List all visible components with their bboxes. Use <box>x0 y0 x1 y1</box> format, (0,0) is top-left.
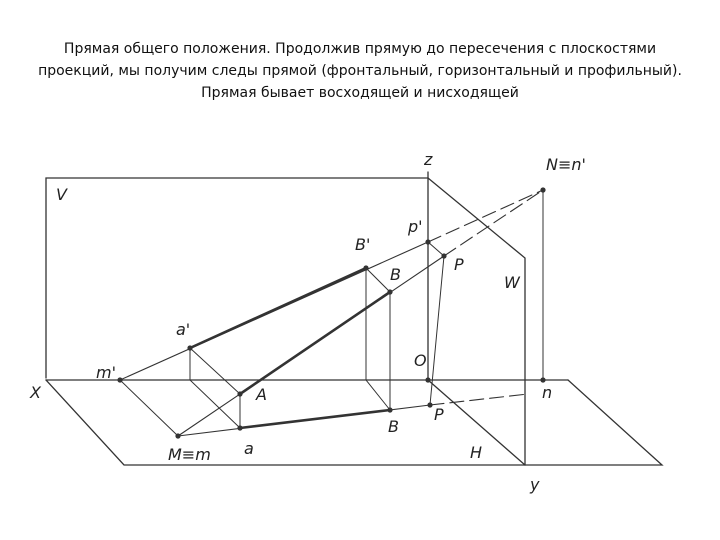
label-n: n <box>542 383 553 402</box>
space-line-bold <box>240 292 390 394</box>
label-point-a: A <box>256 385 267 404</box>
point-m <box>175 433 180 438</box>
label-n-prime: N≡n' <box>546 155 586 174</box>
point-p-prime <box>425 239 430 244</box>
label-m-prime: m' <box>96 363 116 382</box>
label-point-p: P <box>454 255 464 274</box>
label-w: W <box>504 273 520 292</box>
connector-b-x-b <box>366 380 390 410</box>
label-p-prime: p' <box>408 217 423 236</box>
connector-b-prime-b-upper <box>366 268 390 292</box>
frontal-projection-extension <box>428 190 543 242</box>
label-o: O <box>414 351 427 370</box>
label-z: z <box>424 150 433 169</box>
point-m-prime <box>117 377 122 382</box>
point-n <box>540 377 545 382</box>
point-a-horizontal <box>237 425 242 430</box>
label-b-horizontal: B <box>388 417 399 436</box>
label-m: M≡m <box>168 445 211 464</box>
connector-p-prime-p <box>428 242 444 256</box>
label-y: y <box>530 475 540 494</box>
point-b-horizontal <box>387 407 392 412</box>
connector-m-prime-m <box>120 380 178 436</box>
label-point-b: B <box>390 265 401 284</box>
point-p-horizontal <box>427 402 432 407</box>
label-h: H <box>470 443 483 462</box>
label-v: V <box>56 185 67 204</box>
horizontal-projection-bold <box>240 410 390 428</box>
points <box>117 187 545 438</box>
label-a-prime: a' <box>176 320 191 339</box>
connector-p-p-small <box>430 256 444 405</box>
label-p-horizontal: P <box>434 405 444 424</box>
label-x: X <box>30 383 41 402</box>
point-a-prime <box>187 345 192 350</box>
labels <box>29 150 586 494</box>
point-a-space <box>237 391 242 396</box>
point-b-prime <box>363 265 368 270</box>
point-p-space <box>441 253 446 258</box>
frontal-projection-bold <box>190 268 366 348</box>
space-line-extension <box>444 190 543 256</box>
label-b-prime: B' <box>355 235 371 254</box>
frontal-plane-outline <box>46 178 428 378</box>
slide-caption: Прямая общего положения. Продолжив прямую до пересечения с плоскостями проекций, мы получим следы прямой (фронтальный, горизонтальный и профильный). Прямая бывает восходящей и нисходящей <box>38 41 682 101</box>
label-a-horizontal: a <box>244 439 254 458</box>
horizontal-plane-outline <box>46 380 662 465</box>
point-b-space <box>387 289 392 294</box>
point-o <box>425 377 430 382</box>
point-n-prime <box>540 187 545 192</box>
horizontal-projection-extension <box>430 394 528 405</box>
